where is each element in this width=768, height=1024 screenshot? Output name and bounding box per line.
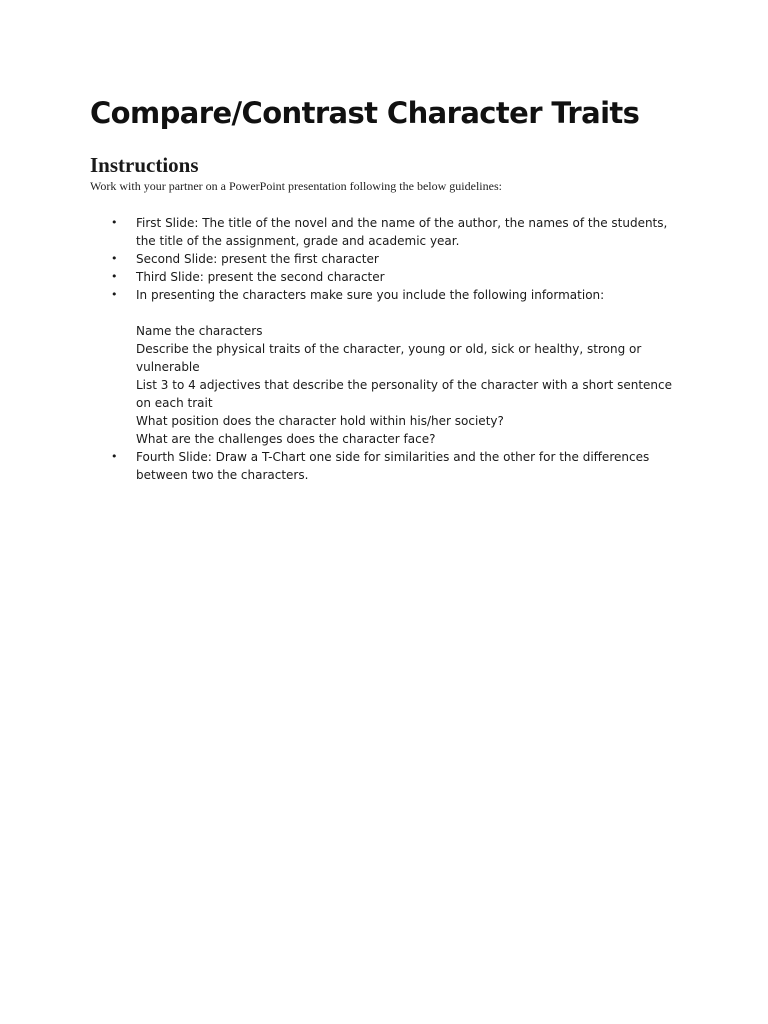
sub-item: Name the characters	[136, 324, 263, 338]
list-item	[90, 286, 680, 448]
bullet-icon: •	[111, 288, 118, 301]
sub-item: What position does the character hold within his/her society?	[136, 414, 504, 428]
list-item-text: Fourth Slide: Draw a T-Chart one side for similarities and the other for the differences between two the characters.	[136, 450, 650, 482]
instructions-heading: Instructions	[90, 153, 199, 177]
list-item-text: Second Slide: present the first character	[136, 252, 379, 266]
list-item	[90, 268, 680, 286]
bullet-icon: •	[111, 270, 118, 283]
guidelines-list	[90, 214, 680, 484]
bullet-icon: •	[111, 216, 118, 229]
bullet-icon: •	[111, 252, 118, 265]
list-item-text: Third Slide: present the second character	[136, 270, 385, 284]
intro-text: Work with your partner on a PowerPoint presentation following the below guidelines:	[90, 179, 502, 193]
bullet-icon: •	[111, 450, 118, 463]
document-title: Compare/Contrast Character Traits	[90, 96, 640, 130]
sub-item: What are the challenges does the character face?	[136, 432, 436, 446]
list-item	[90, 214, 680, 250]
character-info-list	[136, 322, 680, 448]
sub-item: Describe the physical traits of the character, young or old, sick or healthy, strong or vulnerable	[136, 342, 642, 374]
sub-item: List 3 to 4 adjectives that describe the personality of the character with a short sentence on each trait	[136, 378, 672, 410]
list-item	[90, 448, 680, 484]
list-item	[90, 250, 680, 268]
list-item-text: First Slide: The title of the novel and the name of the author, the names of the students, the title of the assignment, grade and academic year.	[136, 216, 668, 248]
list-item-text: In presenting the characters make sure you include the following information:	[136, 288, 605, 302]
